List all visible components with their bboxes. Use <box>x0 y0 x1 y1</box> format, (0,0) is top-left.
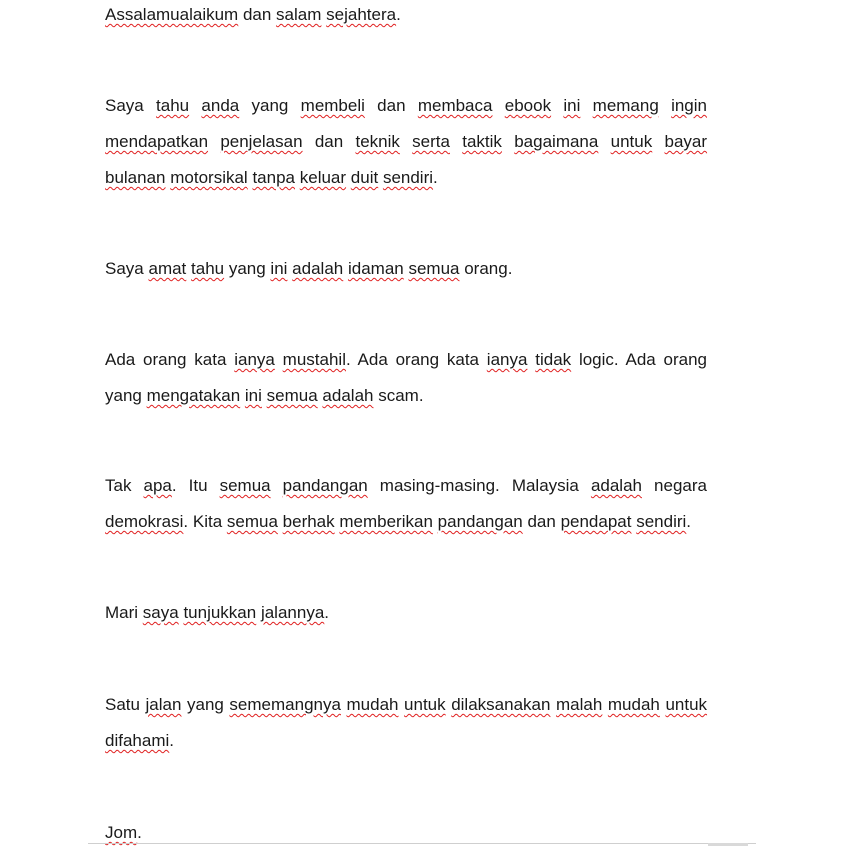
spellcheck-flagged-word: adalah <box>322 386 374 405</box>
spellcheck-flagged-word: motorsikal <box>170 168 248 187</box>
spellcheck-flagged-word: membaca <box>417 96 493 115</box>
spellcheck-flagged-word: tunjukkan <box>183 603 257 622</box>
spellcheck-flagged-word: amat <box>148 259 187 278</box>
text-run: dan <box>238 5 277 24</box>
spellcheck-flagged-word: memang <box>592 96 659 115</box>
page-bottom-edge <box>88 843 756 847</box>
spellcheck-flagged-word: ini <box>563 96 581 115</box>
paragraph-easy-way[interactable] <box>105 687 707 759</box>
spellcheck-flagged-word: bayar <box>664 132 708 151</box>
text-run: negara <box>642 476 707 495</box>
spellcheck-flagged-word: semua <box>219 476 271 495</box>
spellcheck-flagged-word: bulanan <box>105 168 166 187</box>
text-run: . Ada orang kata <box>345 350 487 369</box>
spellcheck-flagged-word: untuk <box>610 132 653 151</box>
text-run: masing-masing. Malaysia <box>367 476 591 495</box>
text-run: . Itu <box>171 476 220 495</box>
text-run: dan <box>364 96 418 115</box>
spellcheck-flagged-word: pandangan <box>437 512 523 531</box>
spellcheck-flagged-word: sejahtera <box>326 5 397 24</box>
spellcheck-flagged-word: penjelasan <box>220 132 303 151</box>
spellcheck-flagged-word: tanpa <box>252 168 295 187</box>
spellcheck-flagged-word: tahu <box>191 259 225 278</box>
spellcheck-flagged-word: sememangnya <box>229 695 341 714</box>
text-run: . <box>686 512 692 531</box>
spellcheck-flagged-word: pendapat <box>560 512 632 531</box>
text-run <box>208 132 220 151</box>
spellcheck-flagged-word: ianya <box>486 350 528 369</box>
spellcheck-flagged-word: salam <box>276 5 322 24</box>
spellcheck-flagged-word: ingin <box>671 96 707 115</box>
text-run: yang <box>224 259 271 278</box>
text-run <box>598 132 610 151</box>
spellcheck-flagged-word: membeli <box>300 96 365 115</box>
text-run: . <box>396 5 401 24</box>
text-run <box>492 96 504 115</box>
spellcheck-flagged-word: semua <box>266 386 318 405</box>
text-run: Mari <box>105 603 143 622</box>
spellcheck-flagged-word: untuk <box>404 695 446 714</box>
spellcheck-flagged-word: adalah <box>590 476 642 495</box>
spellcheck-flagged-word: tidak <box>535 350 572 369</box>
text-run <box>551 96 563 115</box>
text-run: yang <box>239 96 301 115</box>
text-run: . Kita <box>183 512 227 531</box>
text-run: Saya <box>105 96 157 115</box>
text-run <box>652 132 664 151</box>
spellcheck-flagged-word: anda <box>201 96 240 115</box>
spellcheck-flagged-word: demokrasi <box>105 512 184 531</box>
spellcheck-flagged-word: pandangan <box>282 476 368 495</box>
text-run: yang <box>181 695 230 714</box>
text-run <box>271 476 283 495</box>
spellcheck-flagged-word: ebook <box>504 96 552 115</box>
spellcheck-flagged-word: semua <box>408 259 460 278</box>
spellcheck-flagged-word: mustahil <box>282 350 346 369</box>
text-run <box>275 350 283 369</box>
spellcheck-flagged-word: difahami <box>105 731 170 750</box>
text-run: . <box>324 603 330 622</box>
spellcheck-flagged-word: idaman <box>347 259 404 278</box>
text-run: dan <box>302 132 356 151</box>
text-run: . <box>169 731 174 750</box>
text-run <box>400 132 412 151</box>
text-run: dan <box>522 512 561 531</box>
text-run <box>502 132 514 151</box>
spellcheck-flagged-word: dilaksanakan <box>451 695 551 714</box>
spellcheck-flagged-word: sendiri <box>636 512 687 531</box>
spellcheck-flagged-word: ini <box>244 386 262 405</box>
text-run: scam. <box>373 386 424 405</box>
spellcheck-flagged-word: mendapatkan <box>105 132 209 151</box>
spellcheck-flagged-word: ini <box>270 259 288 278</box>
spellcheck-flagged-word: sendiri <box>382 168 434 187</box>
spellcheck-flagged-word: saya <box>142 603 179 622</box>
text-run: logic. Ada orang yang <box>105 350 707 405</box>
paragraph-dream[interactable] <box>105 251 707 287</box>
spellcheck-flagged-word: teknik <box>355 132 400 151</box>
spellcheck-flagged-word: Jom <box>105 823 138 842</box>
spellcheck-flagged-word: jalannya <box>260 603 325 622</box>
text-run: . <box>137 823 142 842</box>
spellcheck-flagged-word: berhak <box>282 512 335 531</box>
text-run: Tak <box>105 476 144 495</box>
spellcheck-flagged-word: keluar <box>299 168 347 187</box>
spellcheck-flagged-word: adalah <box>292 259 344 278</box>
spellcheck-flagged-word: untuk <box>665 695 708 714</box>
spellcheck-flagged-word: apa <box>143 476 172 495</box>
spellcheck-flagged-word: jalan <box>145 695 182 714</box>
paragraph-opinions[interactable] <box>105 468 707 540</box>
spellcheck-flagged-word: duit <box>350 168 379 187</box>
paragraph-intro[interactable] <box>105 88 707 196</box>
spellcheck-flagged-word: Assalamualaikum <box>105 5 239 24</box>
text-run <box>450 132 462 151</box>
text-run: orang. <box>459 259 513 278</box>
paragraph-show-way[interactable] <box>105 595 707 631</box>
spellcheck-flagged-word: semua <box>226 512 278 531</box>
spellcheck-flagged-word: memberikan <box>339 512 433 531</box>
spellcheck-flagged-word: malah <box>556 695 603 714</box>
text-run <box>580 96 592 115</box>
spellcheck-flagged-word: mudah <box>607 695 660 714</box>
spellcheck-flagged-word: mudah <box>346 695 399 714</box>
spellcheck-flagged-word: ianya <box>234 350 275 369</box>
text-run: Satu <box>105 695 146 714</box>
spellcheck-flagged-word: serta <box>412 132 450 151</box>
text-run <box>659 96 671 115</box>
paragraph-skeptics[interactable] <box>105 342 707 414</box>
paragraph-greeting[interactable] <box>105 0 707 33</box>
spellcheck-flagged-word: mengatakan <box>146 386 241 405</box>
text-run: . <box>433 168 438 187</box>
spellcheck-flagged-word: taktik <box>462 132 502 151</box>
text-run: Ada orang kata <box>105 350 235 369</box>
spellcheck-flagged-word: bagaimana <box>514 132 599 151</box>
text-run <box>189 96 201 115</box>
text-run: Saya <box>105 259 149 278</box>
spellcheck-flagged-word: tahu <box>156 96 190 115</box>
